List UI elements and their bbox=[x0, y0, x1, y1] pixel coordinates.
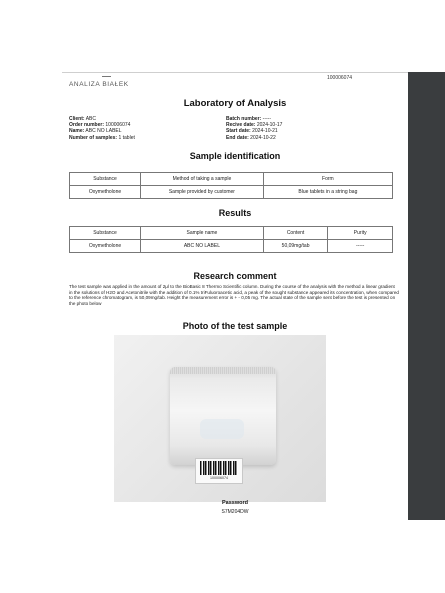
table-cell: ABC NO LABEL bbox=[141, 240, 264, 253]
table-cell: Oxymetholone bbox=[70, 240, 141, 253]
client-value: ABC bbox=[85, 116, 96, 122]
table-header-cell: Substance bbox=[70, 173, 141, 186]
batch-value: ----- bbox=[262, 116, 271, 122]
report-title: Laboratory of Analysis bbox=[183, 98, 287, 109]
research-comment-heading: Research comment bbox=[193, 271, 277, 281]
samples-value: 1 tablet bbox=[118, 134, 135, 141]
table-header-row bbox=[70, 173, 393, 186]
sample-bag-image bbox=[170, 367, 276, 465]
order-info-left: Client: ABC Order number: 100006074 Name: ABC NO LABEL Number of samples: 1 tablet bbox=[69, 116, 135, 141]
password-value: S7M204DW bbox=[221, 509, 249, 515]
name-value: ABC NO LABEL bbox=[85, 128, 122, 135]
company-logo: ANALIZA BIAŁEK bbox=[69, 81, 129, 88]
results-heading: Results bbox=[218, 208, 252, 218]
barcode-label bbox=[195, 458, 243, 484]
table-cell: Blue tablets in a string bag bbox=[263, 186, 392, 199]
logo-mark bbox=[102, 73, 111, 77]
table-header-cell: Substance bbox=[70, 227, 141, 240]
sample-identification-table bbox=[69, 172, 393, 199]
results-table bbox=[69, 226, 393, 253]
order-info-right: Batch number: ----- Recive date: 2024-10-17 Start date: 2024-10-21 End date: 2024-10-22 bbox=[226, 116, 283, 141]
report-page bbox=[62, 72, 408, 521]
table-header-cell: Content bbox=[263, 227, 328, 240]
table-cell: ----- bbox=[328, 240, 393, 253]
table-cell: Sample provided by customer bbox=[141, 186, 264, 199]
order-number-value: 100006074 bbox=[105, 122, 131, 129]
table-cell: 50,09mg/tab bbox=[263, 240, 328, 253]
table-cell: Oxymetholone bbox=[70, 186, 141, 199]
barcode-image bbox=[200, 461, 238, 475]
password-label: Password bbox=[222, 500, 248, 506]
table-header-cell: Purity bbox=[328, 227, 393, 240]
table-row bbox=[70, 240, 393, 253]
table-header-row bbox=[70, 227, 393, 240]
sample-photo bbox=[114, 335, 326, 502]
receive-date-value: 2024-10-17 bbox=[256, 122, 283, 129]
sample-identification-heading: Sample identification bbox=[189, 151, 281, 161]
table-header-cell: Method of taking a sample bbox=[141, 173, 264, 186]
document-number: 100006074 bbox=[327, 75, 353, 81]
barcode-number: 100006074 bbox=[210, 476, 228, 480]
photo-heading: Photo of the test sample bbox=[182, 321, 288, 331]
table-row bbox=[70, 186, 393, 199]
viewer-sidebar bbox=[408, 72, 445, 520]
start-date-value: 2024-10-21 bbox=[252, 128, 278, 135]
table-header-cell: Form bbox=[263, 173, 392, 186]
end-date-value: 2024-10-22 bbox=[250, 134, 276, 141]
table-header-cell: Sample name bbox=[141, 227, 264, 240]
research-comment-text: The test sample was applied in the amount of 2μl to the BioBasic 8 Thermo Scientific column. During the course of the analysis with the method a linear gradient in the solutions of H2O and Acetonitrile with the addition of 0.1% triFuluoroacetic acid, a peak of the sought substance appeared its concentration, when compared to the reference chromatogram, is 50,09mg/tab. Height the measurement error is + - 0,05 mg. The actual state of the sample sent before the test is presented on the photo below bbox=[69, 284, 399, 306]
